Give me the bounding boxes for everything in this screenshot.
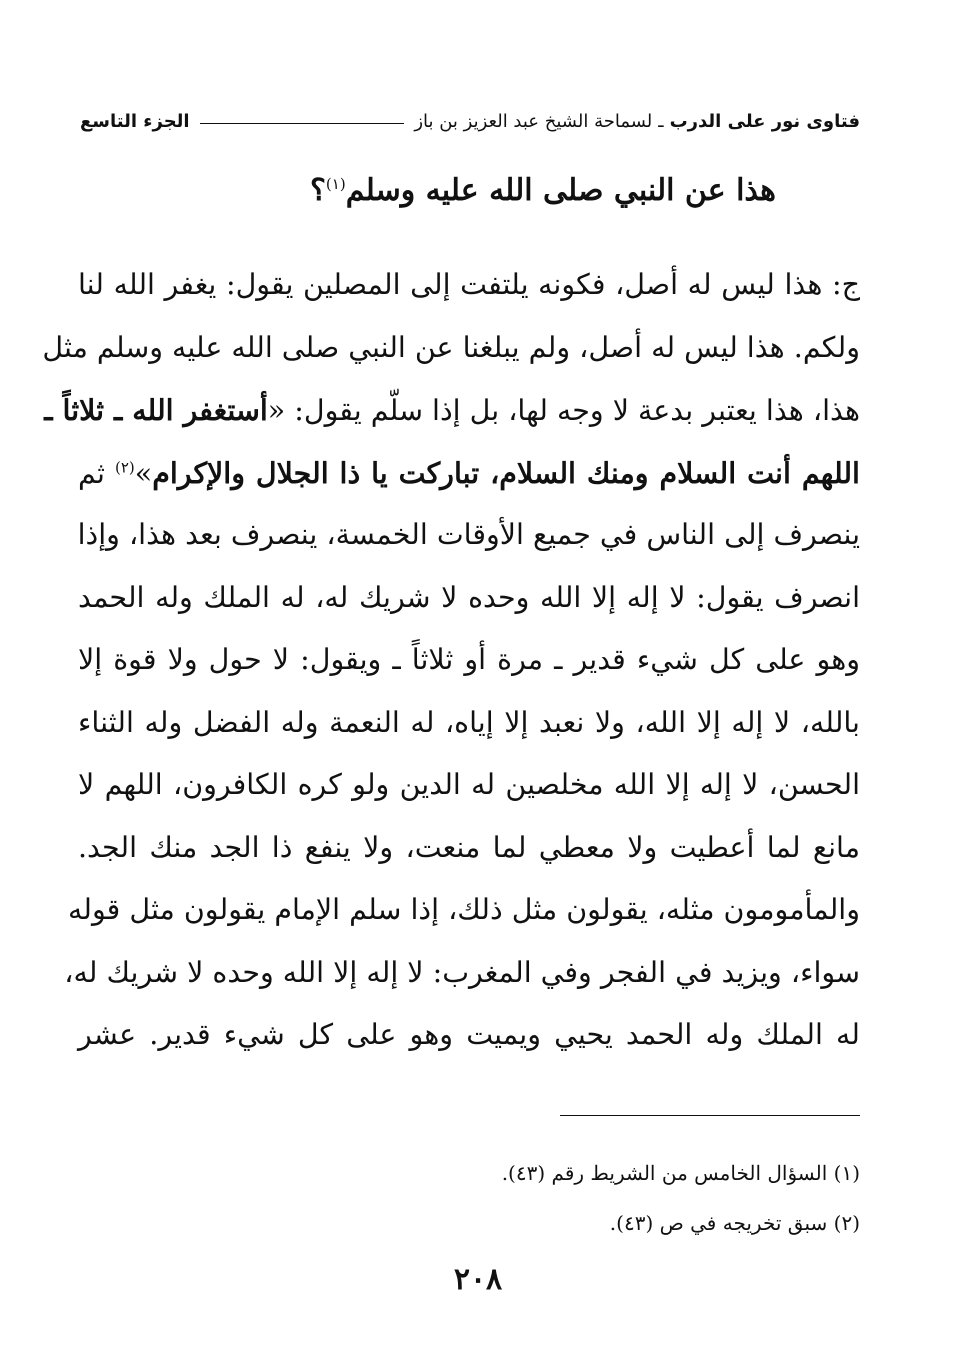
answer-line-part: ثم <box>78 456 115 490</box>
question-mark: ؟ <box>309 173 326 208</box>
footnote-2: (٢) سبق تخريجه في ص (٤٣). <box>609 1211 860 1235</box>
answer-line <box>44 379 860 442</box>
answer-line: انصرف يقول: لا إله إلا الله وحده لا شريك له، له الملك وله الحمد <box>78 580 860 614</box>
answer-line-part: هذا، هذا يعتبر بدعة لا وجه لها، بل إذا سلّم يقول: « <box>267 394 860 427</box>
quoted-dhikr: اللهم أنت السلام ومنك السلام، تباركت يا ذا الجلال والإكرام <box>152 455 860 490</box>
running-header <box>80 104 860 138</box>
answer-line: ولكم. هذا ليس له أصل، ولم يبلغنا عن النبي صلى الله عليه وسلم مثل <box>42 330 860 364</box>
answer-line: مانع لما أعطيت ولا معطي لما منعت، ولا ينفع ذا الجد منك الجد. <box>78 830 860 864</box>
answer-line: وهو على كل شيء قدير ـ مرة أو ثلاثاً ـ ويقول: لا حول ولا قوة إلا <box>78 643 860 676</box>
answer-text <box>42 254 860 1067</box>
answer-line: ج: هذا ليس له أصل، فكونه يلتفت إلى المصلين يقول: يغفر الله لنا <box>78 268 860 301</box>
author-name: لسماحة الشيخ عبد العزيز بن باز <box>414 110 653 132</box>
answer-line: بالله، لا إله إلا الله، ولا نعبد إلا إياه، له النعمة وله الفضل وله الثناء <box>78 705 860 739</box>
book-title: فتاوى نور على الدرب <box>669 110 860 132</box>
answer-line: والمأمومون مثله، يقولون مثل ذلك، إذا سلم الإمام يقولون مثل قوله <box>67 893 860 926</box>
answer-line: الحسن، لا إله إلا الله مخلصين له الدين ولو كره الكافرون، اللهم لا <box>78 768 860 801</box>
footnote-divider <box>560 1115 860 1116</box>
quoted-dhikr: أستغفر الله ـ ثلاثاً ـ <box>44 393 268 427</box>
footnote-ref-1: (١) <box>325 175 346 193</box>
header-separator: ـ <box>658 110 664 132</box>
answer-line <box>78 442 860 505</box>
question-text: هذا عن النبي صلى الله عليه وسلم <box>345 173 776 208</box>
answer-line: ينصرف إلى الناس في جميع الأوقات الخمسة، ينصرف بعد هذا، وإذا <box>77 518 860 551</box>
quote-close: » <box>134 456 153 490</box>
footnote-1: (١) السؤال الخامس من الشريط رقم (٤٣). <box>501 1161 860 1185</box>
answer-line: له الملك وله الحمد يحيي ويميت وهو على كل شيء قدير. عشر <box>78 1018 860 1051</box>
footnote-ref-2: (٢) <box>114 458 135 476</box>
answer-line: سواء، ويزيد في الفجر وفي المغرب: لا إله إلا الله وحده لا شريك له، <box>64 955 860 989</box>
volume-part: الجزء التاسع <box>80 110 190 132</box>
footnotes <box>200 1148 860 1248</box>
question-heading <box>80 166 776 216</box>
header-rule <box>200 123 405 124</box>
page-number: ٢٠٨ <box>453 1262 503 1297</box>
